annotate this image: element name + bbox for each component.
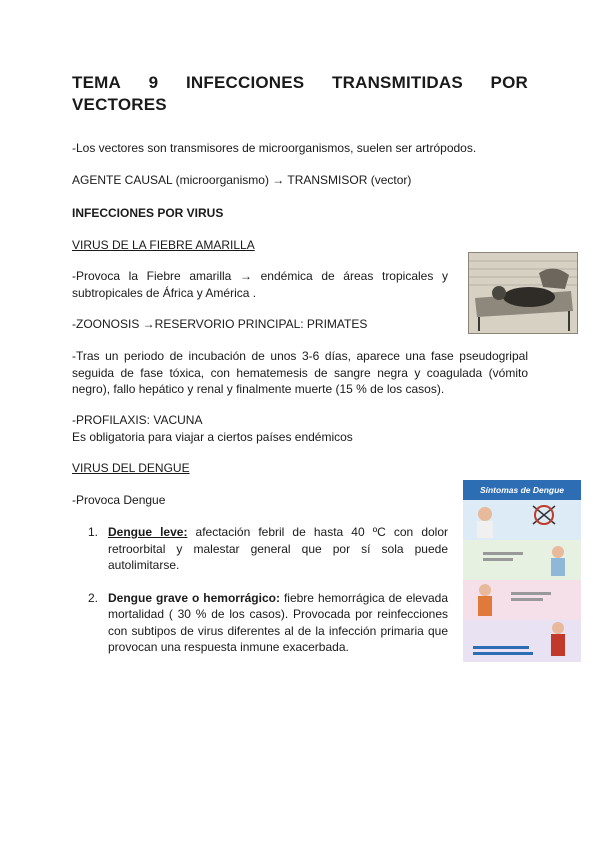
- list-item: [88, 590, 448, 656]
- title-word: 9: [148, 73, 159, 92]
- prophylaxis-line-2: Es obligatoria para viajar a ciertos países endémicos: [72, 429, 353, 444]
- section-heading: INFECCIONES POR VIRUS: [72, 206, 224, 220]
- page-title: [72, 72, 528, 116]
- yellow-fever-heading: VIRUS DE LA FIEBRE AMARILLA: [72, 238, 255, 252]
- title-word: TEMA: [72, 73, 121, 92]
- title-word: INFECCIONES: [185, 73, 305, 92]
- list-item: [88, 524, 448, 574]
- dengue-list: [88, 524, 448, 672]
- title-line-2: VECTORES: [72, 95, 167, 114]
- yellow-fever-paragraph-2: -ZOONOSIS →RESERVORIO PRINCIPAL: PRIMATES: [72, 317, 368, 331]
- list-item-text: afectación febril de hasta 40 ºC con dolor retroorbital y malestar general que por sí sola puede autolimitarse.: [108, 525, 448, 572]
- list-item-number: 2.: [88, 590, 99, 605]
- list-item-number: 1.: [88, 525, 99, 539]
- yellow-fever-paragraph-1: -Provoca la Fiebre amarilla → endémica de áreas tropicales y subtropicales de África y América .: [72, 269, 448, 300]
- dengue-paragraph-1: -Provoca Dengue: [72, 493, 166, 507]
- yellow-fever-paragraph-3: -Tras un periodo de incubación de unos 3-6 días, aparece una fase pseudogripal seguida de fase tóxica, con hematemesis de sangre negra y coagulada (vómito negro), fallo hepático y renal y finalmente muerte (15 % de los casos).: [72, 349, 528, 396]
- intro-paragraph: -Los vectores son transmisores de microorganismos, suelen ser artrópodos.: [72, 141, 477, 155]
- dengue-heading: VIRUS DEL DENGUE: [72, 461, 190, 475]
- prophylaxis-line-1: -PROFILAXIS: VACUNA: [72, 413, 203, 427]
- dengue-symptoms-poster: [463, 480, 581, 662]
- list-item-term: Dengue leve:: [108, 525, 188, 539]
- list-item-term: Dengue grave o hemorrágico:: [108, 590, 280, 605]
- title-word: POR: [490, 73, 528, 92]
- title-word: TRANSMITIDAS: [332, 73, 463, 92]
- yellow-fever-illustration: [468, 252, 578, 334]
- agent-transmitter-line: AGENTE CAUSAL (microorganismo) → TRANSMISOR (vector): [72, 173, 412, 187]
- list-item-text: fiebre hemorrágica de elevada mortalidad ( 30 % de los casos). Provocada por reinfecciones con subtipos de virus diferentes al de la infección primaria que provocan una respuesta inmune exacerbada.: [108, 590, 448, 654]
- yellow-fever-prophylaxis: [72, 412, 528, 445]
- poster-title: Síntomas de Dengue: [463, 480, 581, 500]
